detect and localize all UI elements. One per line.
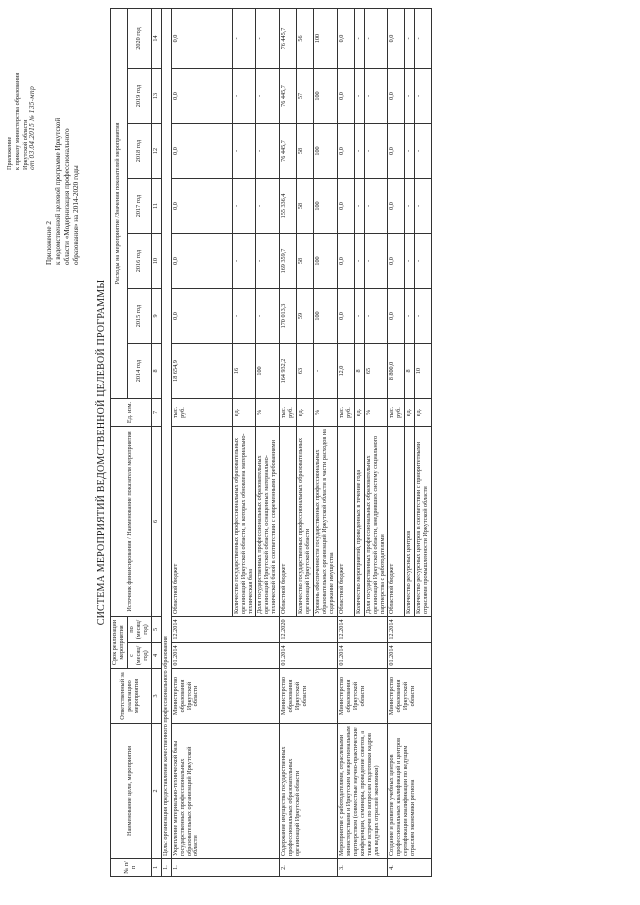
column-number: 14 (151, 8, 161, 68)
value-cell: - (364, 8, 388, 68)
column-header-year: 2019 год (127, 69, 151, 124)
column-number: 6 (151, 427, 161, 617)
indicator-cell: Количество ресурсных центров (405, 427, 415, 617)
value-cell: 169 359,7 (280, 234, 297, 289)
value-cell: 12,0 (337, 344, 354, 399)
value-cell: - (232, 124, 256, 179)
period-to: 12.2020 (280, 617, 338, 643)
value-cell: - (256, 179, 280, 234)
indicator-cell: Доля государственных профессиональных образовательных организаций Иркутской области, оснащенных материально-технической базой в соответствии с современными требованиями (256, 427, 280, 617)
appendix-title: Приложение 2 (45, 221, 53, 265)
value-cell: 0,0 (337, 124, 354, 179)
column-header-year: 2020 год (127, 8, 151, 68)
value-cell: 0,0 (388, 8, 405, 68)
order-note-line: Приложение (6, 136, 13, 170)
column-number-row (151, 8, 161, 876)
value-cell: 8 (405, 344, 415, 399)
column-number: 1 (151, 859, 161, 877)
value-cell: 0,0 (171, 69, 232, 124)
unit-cell: % (364, 399, 388, 427)
value-cell: - (415, 289, 432, 344)
column-number: 11 (151, 179, 161, 234)
column-header-to: по (месяц/ год) (127, 617, 151, 643)
column-number: 7 (151, 399, 161, 427)
value-cell: - (354, 179, 364, 234)
appendix-line: образования» на 2014-2020 годы (72, 165, 80, 265)
value-cell: - (314, 344, 338, 399)
value-cell: 10 (415, 344, 432, 399)
value-cell: - (364, 179, 388, 234)
value-cell: 58 (297, 179, 314, 234)
value-cell: - (415, 69, 432, 124)
value-cell: 100 (314, 124, 338, 179)
value-cell: 0,0 (337, 8, 354, 68)
column-header-year: 2015 год (127, 289, 151, 344)
column-header-unit: Ед. изм. (111, 399, 152, 427)
measure-name: Укрепление материально-технической базы государственных профессиональных образовательных организаций Иркутской области (171, 724, 280, 859)
value-cell: 0,0 (337, 234, 354, 289)
period-from: 01.2014 (337, 643, 388, 669)
column-header-expenses: Расходы на мероприятие /Значения показателей мероприятия (111, 8, 128, 398)
value-cell: - (232, 234, 256, 289)
value-cell: 76 445,7 (280, 124, 297, 179)
unit-cell: ед. (415, 399, 432, 427)
unit-cell: ед. (405, 399, 415, 427)
row-number: 3. (337, 859, 388, 877)
value-cell: - (405, 124, 415, 179)
column-number: 2 (151, 724, 161, 859)
column-number: 3 (151, 669, 161, 724)
value-cell: 57 (297, 69, 314, 124)
value-cell: 0,0 (171, 179, 232, 234)
value-cell: 56 (297, 8, 314, 68)
value-cell: - (256, 124, 280, 179)
column-header-num: № п/п (111, 859, 152, 877)
value-cell: 164 932,2 (280, 344, 297, 399)
value-cell: 0,0 (388, 289, 405, 344)
unit-cell: тыс. руб. (388, 399, 405, 427)
appendix-line: к ведомственной целевой программе Иркутской (54, 117, 62, 265)
period-to: 12.2014 (388, 617, 432, 643)
value-cell: - (364, 234, 388, 289)
unit-cell: ед. (297, 399, 314, 427)
value-cell: - (364, 69, 388, 124)
responsible: Министерство образования Иркутской области (280, 669, 338, 724)
value-cell: 100 (314, 179, 338, 234)
value-cell: 58 (297, 234, 314, 289)
source-cell: Областной бюджет (171, 427, 232, 617)
column-header-year: 2014 год (127, 344, 151, 399)
value-cell: 0,0 (171, 124, 232, 179)
row-number: 2. (280, 859, 338, 877)
value-cell: - (415, 179, 432, 234)
value-cell: - (415, 8, 432, 68)
header-block (6, 25, 81, 265)
value-cell: 0,0 (388, 234, 405, 289)
indicator-cell: Доля государственных профессиональных образовательных организаций Иркутской области, внедривших систему социального партнерства с работодателями (364, 427, 388, 617)
value-cell: 8 (354, 344, 364, 399)
value-cell: 0,0 (171, 8, 232, 68)
value-cell: - (405, 179, 415, 234)
value-cell: - (354, 69, 364, 124)
value-cell: - (354, 289, 364, 344)
value-cell: - (405, 234, 415, 289)
order-note-line: Иркутской области (21, 119, 29, 170)
responsible: Министерство образования Иркутской области (171, 669, 280, 724)
unit-cell: % (314, 399, 338, 427)
column-header-year: 2016 год (127, 234, 151, 289)
value-cell: - (415, 124, 432, 179)
indicator-cell: Количество ресурсных центров в соответствии с приоритетными отраслями промышленности Иркутской области (415, 427, 432, 617)
value-cell: 100 (314, 8, 338, 68)
table-row (171, 8, 232, 876)
document-title: СИСТЕМА МЕРОПРИЯТИЙ ВЕДОМСТВЕННОЙ ЦЕЛЕВОЙ ПРОГРАММЫ (96, 279, 107, 626)
value-cell: 0,0 (337, 179, 354, 234)
indicator-cell: Количество государственных профессиональных образовательных организаций Иркутской области (297, 427, 314, 617)
value-cell: - (232, 8, 256, 68)
measure-name: Мероприятия с работодателями, отраслевыми министерствами и Иркутским межрегиональным партнерством (совместные научно-практические конференции, семинары, проведение советов, а также встречи по вопросам подготовки кадров для ведущих отраслей экономики) (337, 724, 388, 859)
column-number: 13 (151, 69, 161, 124)
indicator-cell: Уровень обеспеченности государственных профессиональных образовательных организаций Иркутской области в части расходов на содержание имущества (314, 427, 338, 617)
value-cell: 100 (314, 289, 338, 344)
goal-row (161, 8, 171, 876)
value-cell: 100 (314, 234, 338, 289)
source-cell: Областной бюджет (388, 427, 405, 617)
source-cell: Областной бюджет (337, 427, 354, 617)
column-header-from: с (месяц/ год) (127, 643, 151, 669)
value-cell: 76 445,7 (280, 8, 297, 68)
value-cell: - (232, 289, 256, 344)
value-cell: 0,0 (388, 69, 405, 124)
column-header-responsible: Ответственный за реализацию мероприятия (111, 669, 152, 724)
value-cell: - (232, 179, 256, 234)
value-cell: - (405, 8, 415, 68)
value-cell: - (256, 234, 280, 289)
appendix-caption (45, 25, 81, 265)
value-cell: 100 (256, 344, 280, 399)
column-header-name: Наименование цели, мероприятия (111, 724, 152, 859)
order-date-line: от 03.04.2015 № 135-мпр (29, 86, 37, 170)
value-cell: - (364, 124, 388, 179)
unit-cell: тыс. руб. (171, 399, 232, 427)
unit-cell: % (256, 399, 280, 427)
column-header-year: 2018 год (127, 124, 151, 179)
measure-name: Создание и развитие учебных центров профессиональных квалификаций и центров сертификации квалификации по ведущим отраслям экономики региона (388, 724, 432, 859)
appendix-line: области «Модернизация профессионального (63, 128, 71, 265)
value-cell: - (232, 69, 256, 124)
table-row (337, 8, 354, 876)
value-cell: 65 (364, 344, 388, 399)
order-note (6, 25, 37, 170)
value-cell: - (354, 234, 364, 289)
value-cell: 0,0 (337, 289, 354, 344)
value-cell: 63 (297, 344, 314, 399)
value-cell: 0,0 (388, 179, 405, 234)
indicator-cell: Количество государственных профессиональных образовательных организаций Иркутской области, в которых обновлена материально-техническая база (232, 427, 256, 617)
period-to: 12.2014 (171, 617, 280, 643)
value-cell: - (415, 234, 432, 289)
value-cell: 59 (297, 289, 314, 344)
goal-text: Цель: организация предоставления качественного профессионального образования (161, 8, 171, 858)
unit-cell: тыс. руб. (280, 399, 297, 427)
measure-name: Содержание имущества государственных профессиональных образовательных организаций Иркутской области (280, 724, 338, 859)
period-to: 12.2014 (337, 617, 388, 643)
indicator-cell: Количество мероприятий, проведенных в течение года (354, 427, 364, 617)
column-header-period: Срок реализации мероприятия (111, 617, 128, 669)
column-header-source: Источник финансирования / Наименование показателя мероприятия (111, 427, 152, 617)
responsible: Министерство образования Иркутской области (337, 669, 388, 724)
order-note-line: к приказу министерства образования (13, 72, 21, 170)
value-cell: 76 445,7 (280, 69, 297, 124)
value-cell: 170 013,3 (280, 289, 297, 344)
value-cell: - (405, 289, 415, 344)
value-cell: - (364, 289, 388, 344)
value-cell: - (354, 8, 364, 68)
value-cell: 8 800,0 (388, 344, 405, 399)
value-cell: - (354, 124, 364, 179)
column-header-year: 2017 год (127, 179, 151, 234)
column-number: 9 (151, 289, 161, 344)
value-cell: 0,0 (171, 289, 232, 344)
column-number: 8 (151, 344, 161, 399)
column-number: 4 (151, 643, 161, 669)
goal-number: 1. (161, 859, 171, 877)
value-cell: - (256, 69, 280, 124)
column-number: 5 (151, 617, 161, 643)
source-cell: Областной бюджет (280, 427, 297, 617)
value-cell: 18 654,9 (171, 344, 232, 399)
unit-cell: тыс. руб. (337, 399, 354, 427)
value-cell: - (405, 69, 415, 124)
table-row (280, 8, 297, 876)
value-cell: 58 (297, 124, 314, 179)
row-number: 4. (388, 859, 432, 877)
column-number: 10 (151, 234, 161, 289)
period-from: 01.2014 (171, 643, 280, 669)
value-cell: - (256, 289, 280, 344)
table-row (388, 8, 405, 876)
value-cell: 155 336,4 (280, 179, 297, 234)
value-cell: 0,0 (171, 234, 232, 289)
period-from: 01.2014 (388, 643, 432, 669)
value-cell: - (256, 8, 280, 68)
responsible: Министерство образования Иркутской области (388, 669, 432, 724)
value-cell: 0,0 (388, 124, 405, 179)
row-number: 1. (171, 859, 280, 877)
unit-cell: ед. (232, 399, 256, 427)
measures-table (110, 8, 432, 877)
value-cell: 16 (232, 344, 256, 399)
period-from: 01.2014 (280, 643, 338, 669)
value-cell: 0,0 (337, 69, 354, 124)
value-cell: 100 (314, 69, 338, 124)
column-number: 12 (151, 124, 161, 179)
unit-cell: ед. (354, 399, 364, 427)
